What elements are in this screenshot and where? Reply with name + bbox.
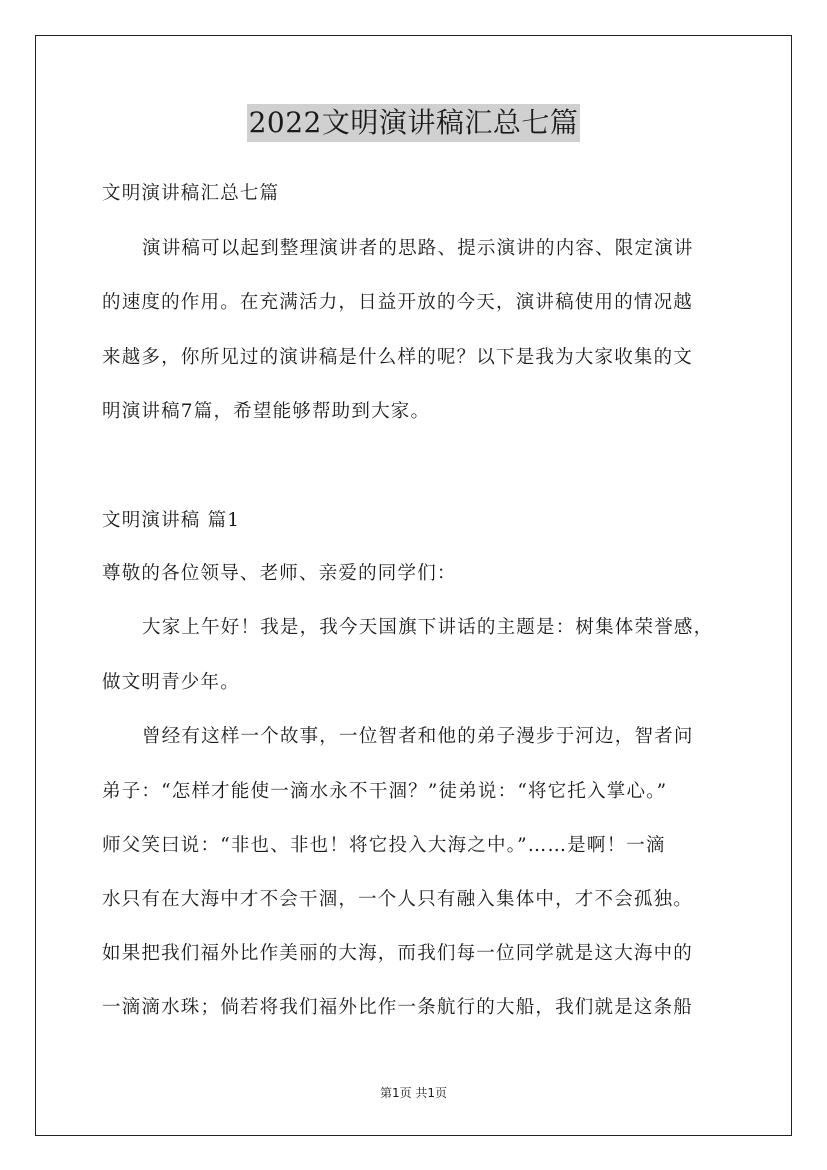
page-footer: 第1页 共1页: [379, 1086, 448, 1100]
paragraph-line: 演讲稿可以起到整理演讲者的思路、提示演讲的内容、限定演讲: [142, 238, 694, 259]
paragraph-line: 大家上午好！我是，我今天国旗下讲话的主题是：树集体荣誉感，: [142, 617, 714, 638]
paragraph-line: 如果把我们福外比作美丽的大海，而我们每一位同学就是这大海中的: [102, 943, 694, 964]
section-heading: 文明演讲稿 篇1: [102, 510, 241, 531]
subtitle: 文明演讲稿汇总七篇: [102, 183, 280, 204]
paragraph-line: 一滴滴水珠；倘若将我们福外比作一条航行的大船，我们就是这条船: [102, 997, 694, 1018]
salutation: 尊敬的各位领导、老师、亲爱的同学们：: [102, 563, 457, 584]
paragraph-line: 弟子：“怎样才能使一滴水永不干涸？”徒弟说：“将它托入掌心。”: [102, 781, 668, 802]
paragraph-line: 水只有在大海中才不会干涸，一个人只有融入集体中，才不会孤独。: [102, 889, 694, 910]
document-title: 2022文明演讲稿汇总七篇: [247, 104, 581, 142]
paragraph-line: 曾经有这样一个故事，一位智者和他的弟子漫步于河边，智者问: [142, 726, 694, 747]
paragraph-line: 明演讲稿7篇，希望能够帮助到大家。: [102, 401, 431, 422]
title-container: [0, 104, 827, 142]
paragraph-line: 的速度的作用。在充满活力，日益开放的今天，演讲稿使用的情况越: [102, 292, 694, 313]
paragraph-line: 师父笑曰说：“非也、非也！将它投入大海之中。”……是啊！一滴: [102, 835, 666, 856]
paragraph-line: 做文明青少年。: [102, 672, 240, 693]
paragraph-line: 来越多，你所见过的演讲稿是什么样的呢？以下是我为大家收集的文: [102, 347, 694, 368]
